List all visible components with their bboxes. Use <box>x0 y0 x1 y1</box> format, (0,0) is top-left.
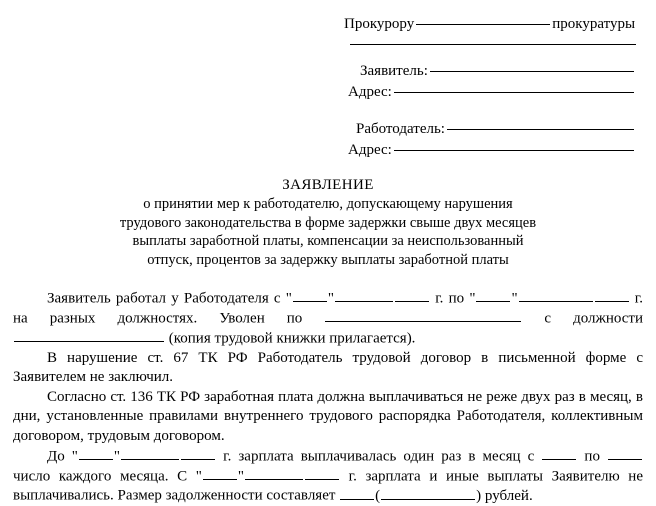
applicant-blank[interactable] <box>430 71 634 72</box>
p1-text-g: (копия трудовой книжки прилагается). <box>168 330 416 347</box>
document-subtitle-line-3: выплаты заработной платы, компенсации за неиспользованный <box>132 233 524 249</box>
document-body <box>13 289 643 506</box>
applicant-address-label: Адрес: <box>348 84 392 100</box>
applicant-label: Заявитель: <box>360 63 428 79</box>
debt-amount-words-blank[interactable] <box>381 486 475 499</box>
applicant-address-line <box>300 82 636 103</box>
p1-text-a: Заявитель работал у Работодателя с " <box>47 290 292 307</box>
month-to-blank[interactable] <box>519 289 593 302</box>
p1-text-e: г. на разных должностях. Уволен по <box>13 290 643 327</box>
p4-text-b: " <box>113 447 121 464</box>
position-blank[interactable] <box>14 329 164 342</box>
since-day-blank[interactable] <box>203 467 237 480</box>
document-subtitle-line-4: отпуск, процентов за задержку выплаты заработной платы <box>147 251 509 268</box>
employer-blank[interactable] <box>447 129 634 130</box>
p4-text-g: г. зарплата и иные выплаты Заявителю не выплачивались. Размер задолженности составляет <box>13 467 643 504</box>
day-from-blank[interactable] <box>293 289 327 302</box>
applicant-address-blank[interactable] <box>394 92 634 93</box>
until-month-blank[interactable] <box>121 447 179 460</box>
p4-text-c: г. зарплата выплачивалась один раз в месяц с <box>223 447 535 464</box>
document-subtitle-line-2: трудового законодательства в форме задержки свыше двух месяцев <box>119 214 537 231</box>
document-title: ЗАЯВЛЕНИЕ <box>282 177 374 193</box>
employer-address-line <box>300 140 636 161</box>
until-year-blank[interactable] <box>181 447 215 460</box>
employer-address-label: Адрес: <box>348 142 392 158</box>
title-block <box>0 176 656 269</box>
p4-text-a: До " <box>47 447 78 464</box>
prosecutor-suffix-label: прокуратуры <box>552 16 636 32</box>
day-to-blank[interactable] <box>476 289 510 302</box>
month-from-blank[interactable] <box>335 289 393 302</box>
year-from-blank[interactable] <box>395 289 429 302</box>
employer-line <box>300 119 636 140</box>
payday-from-blank[interactable] <box>542 447 576 460</box>
p1-text-f: с должности <box>544 310 644 327</box>
addressee-header-block <box>300 14 636 161</box>
applicant-line <box>300 61 636 82</box>
document-subtitle-line-1: о принятии мер к работодателю, допускающему нарушения <box>143 196 513 212</box>
debt-amount-blank[interactable] <box>340 486 374 499</box>
p4-text-d: по <box>584 447 600 464</box>
p1-text-b: " <box>327 290 335 307</box>
p3-text: Согласно ст. 136 ТК РФ заработная плата должна выплачиваться не реже двух раз в месяц, в дни, установленные правилами внутреннего трудового распорядка Работодателя, коллективным договором, трудовым договором. <box>13 388 643 445</box>
p2-text: В нарушение ст. 67 ТК РФ Работодатель трудовой договор в письменной форме с Заявителем не заключил. <box>13 349 643 386</box>
employer-label: Работодатель: <box>356 121 445 137</box>
p4-text-i: ) рублей. <box>476 487 533 504</box>
since-month-blank[interactable] <box>245 467 303 480</box>
employer-address-blank[interactable] <box>394 150 634 151</box>
p4-text-e: число каждого месяца. С " <box>13 467 202 484</box>
since-year-blank[interactable] <box>305 467 339 480</box>
payday-to-blank[interactable] <box>608 447 642 460</box>
paragraph-employment-period <box>13 289 643 349</box>
p4-text-h: ( <box>375 487 381 504</box>
p4-text-f: " <box>237 467 244 484</box>
prosecutor-line <box>300 14 636 35</box>
paragraph-article-136 <box>13 388 643 447</box>
p1-text-c: г. по " <box>435 290 476 307</box>
header-spacer-2 <box>300 103 636 119</box>
paragraph-article-67 <box>13 349 643 388</box>
prosecutor-blank[interactable] <box>416 24 550 25</box>
dismissal-reason-blank[interactable] <box>325 309 521 322</box>
p1-text-d: " <box>511 290 518 307</box>
header-spacer-1 <box>300 45 636 61</box>
year-to-blank[interactable] <box>595 289 629 302</box>
until-day-blank[interactable] <box>79 447 113 460</box>
prosecutor-label: Прокурору <box>344 16 415 32</box>
paragraph-wage-debt <box>13 447 643 506</box>
